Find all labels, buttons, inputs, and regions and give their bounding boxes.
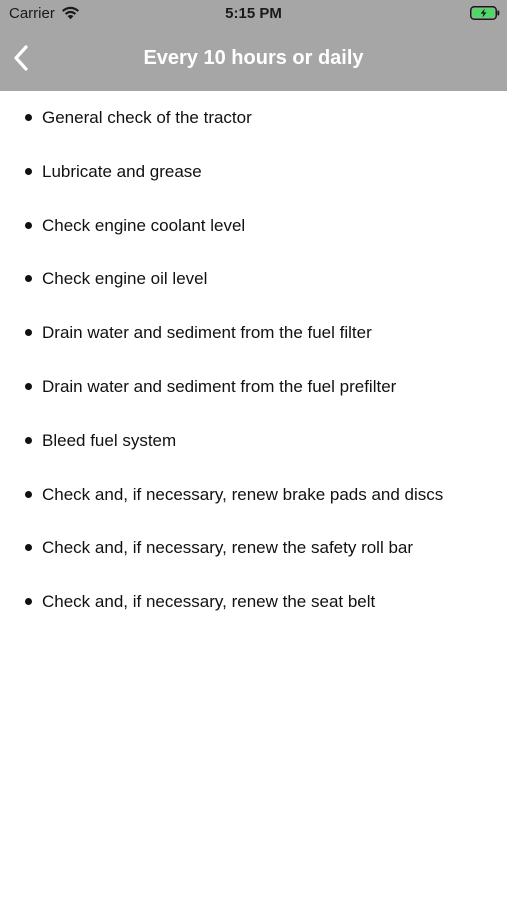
list-item <box>0 306 507 360</box>
list-item-text: Lubricate and grease <box>42 161 202 181</box>
list-item <box>0 91 507 145</box>
list-item-text: Check engine coolant level <box>42 215 246 235</box>
bullet-icon <box>25 491 32 498</box>
list-item-text: Bleed fuel system <box>42 430 177 450</box>
status-bar <box>0 0 507 28</box>
battery-charging-icon <box>470 6 500 20</box>
clock-time: 5:15 PM <box>225 5 282 22</box>
list-item-text: Drain water and sediment from the fuel prefilter <box>42 376 397 396</box>
bullet-icon <box>25 598 32 605</box>
list-item-text: General check of the tractor <box>42 108 252 127</box>
list-item <box>0 145 507 199</box>
list-item <box>0 414 507 468</box>
page-title: Every 10 hours or daily <box>143 47 364 69</box>
list-item <box>0 521 507 575</box>
bullet-icon <box>25 275 32 282</box>
list-item-text: Drain water and sediment from the fuel filter <box>42 323 372 343</box>
bullet-icon <box>25 437 32 444</box>
list-item <box>0 252 507 306</box>
list-item-text: Check and, if necessary, renew the safety roll bar <box>42 538 414 558</box>
list-item-text: Check engine oil level <box>42 269 208 289</box>
navigation-bar <box>0 28 507 91</box>
chevron-left-icon <box>13 45 29 71</box>
bullet-icon <box>25 168 32 175</box>
maintenance-checklist <box>0 91 507 629</box>
back-button[interactable] <box>6 40 36 76</box>
bullet-icon <box>25 114 32 121</box>
list-item <box>0 360 507 414</box>
list-item <box>0 468 507 522</box>
bullet-icon <box>25 329 32 336</box>
header <box>0 0 507 91</box>
bullet-icon <box>25 383 32 390</box>
carrier-label: Carrier <box>9 5 55 22</box>
bullet-icon <box>25 544 32 551</box>
list-item-text: Check and, if necessary, renew the seat belt <box>42 592 376 612</box>
list-item <box>0 575 507 629</box>
list-item <box>0 199 507 253</box>
bullet-icon <box>25 222 32 229</box>
list-item-text: Check and, if necessary, renew brake pads and discs <box>42 484 444 504</box>
